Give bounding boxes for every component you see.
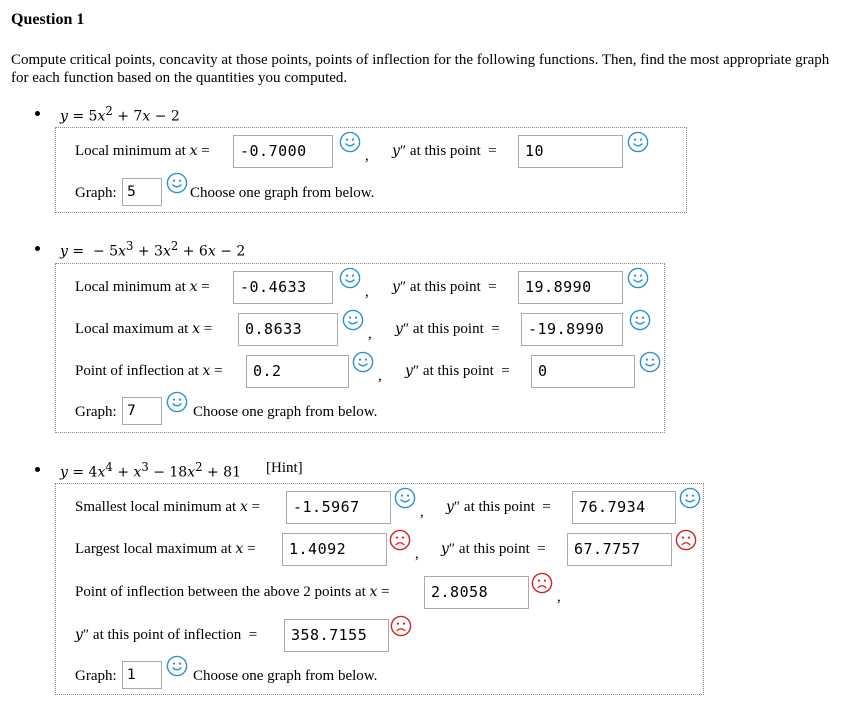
correct-smiley-icon xyxy=(166,172,188,194)
choose-graph-text: Choose one graph from below. xyxy=(190,185,375,201)
correct-smiley-icon xyxy=(627,131,649,153)
f3-smallest-min-ypp-input[interactable]: 76.7934 xyxy=(572,491,676,524)
f3-smallest-min-x-input[interactable]: -1.5967 xyxy=(286,491,391,524)
bullet xyxy=(35,111,40,116)
graph-label: Graph: xyxy=(75,404,117,420)
incorrect-frown-icon xyxy=(389,529,411,551)
f1-local-min-x-input[interactable]: -0.7000 xyxy=(233,135,333,168)
local-min-label: Local minimum at x = xyxy=(75,143,210,159)
f2-graph-input[interactable]: 7 xyxy=(122,397,162,425)
f2-local-max-ypp-input[interactable]: -19.8990 xyxy=(521,313,623,346)
choose-graph-text: Choose one graph from below. xyxy=(193,404,378,420)
correct-smiley-icon xyxy=(394,487,416,509)
f3-graph-input[interactable]: 1 xyxy=(122,661,162,689)
question-instructions: Compute critical points, concavity at those points, points of inflection for the following functions. Then, find the most appropriate graph for each function based on the quantities you computed. xyxy=(11,52,830,86)
f1-local-min-ypp-input[interactable]: 10 xyxy=(518,135,623,168)
f2-local-min-ypp-input[interactable]: 19.8990 xyxy=(518,271,623,304)
correct-smiley-icon xyxy=(352,351,374,373)
f3-inflection-x-input[interactable]: 2.8058 xyxy=(424,576,529,609)
inflection-between-label: Point of inflection between the above 2 points at x = xyxy=(75,584,390,600)
ypp-label: y″ at this point = xyxy=(392,279,497,295)
bullet xyxy=(35,467,40,472)
f2-inflection-ypp-input[interactable]: 0 xyxy=(531,355,635,388)
graph-label: Graph: xyxy=(75,185,117,201)
f3-largest-max-ypp-input[interactable]: 67.7757 xyxy=(567,533,672,566)
f3-inflection-ypp-input[interactable]: 358.7155 xyxy=(284,619,389,652)
function-3-expression: $y = 4x^4 + x^3 - 18x^2 + 81$ xyxy=(60,460,241,481)
f2-local-min-x-input[interactable]: -0.4633 xyxy=(233,271,333,304)
f2-inflection-x-input[interactable]: 0.2 xyxy=(246,355,349,388)
ypp-label: y″ at this point = xyxy=(392,143,497,159)
correct-smiley-icon xyxy=(639,351,661,373)
ypp-label: y″ at this point = xyxy=(446,499,551,515)
question-title: Question 1 xyxy=(11,11,85,28)
ypp-label: y″ at this point = xyxy=(441,541,546,557)
f2-local-max-x-input[interactable]: 0.8633 xyxy=(238,313,338,346)
choose-graph-text: Choose one graph from below. xyxy=(193,668,378,684)
correct-smiley-icon xyxy=(339,131,361,153)
correct-smiley-icon xyxy=(166,391,188,413)
f1-graph-input[interactable]: 5 xyxy=(122,178,162,206)
incorrect-frown-icon xyxy=(390,615,412,637)
graph-label: Graph: xyxy=(75,668,117,684)
function-2-expression: y = − $5x^3 + 3x^2 + 6x - 2$ xyxy=(60,239,246,260)
ypp-label: y″ at this point = xyxy=(405,363,510,379)
local-min-label: Local minimum at x = xyxy=(75,279,210,295)
ypp-label: y″ at this point = xyxy=(395,321,500,337)
inflection-label: Point of inflection at x = xyxy=(75,363,223,379)
hint-link[interactable]: [Hint] xyxy=(266,460,303,476)
largest-local-max-label: Largest local maximum at x = xyxy=(75,541,256,557)
incorrect-frown-icon xyxy=(531,572,553,594)
bullet xyxy=(35,246,40,251)
incorrect-frown-icon xyxy=(675,529,697,551)
correct-smiley-icon xyxy=(627,267,649,289)
function-1-expression: $y = 5x^2 + 7x - 2$ xyxy=(60,104,180,125)
correct-smiley-icon xyxy=(166,655,188,677)
local-max-label: Local maximum at x = xyxy=(75,321,213,337)
correct-smiley-icon xyxy=(629,309,651,331)
correct-smiley-icon xyxy=(679,487,701,509)
smallest-local-min-label: Smallest local minimum at x = xyxy=(75,499,261,515)
f3-largest-max-x-input[interactable]: 1.4092 xyxy=(282,533,387,566)
ypp-inflection-label: y″ at this point of inflection = xyxy=(75,627,258,643)
correct-smiley-icon xyxy=(342,309,364,331)
correct-smiley-icon xyxy=(339,267,361,289)
